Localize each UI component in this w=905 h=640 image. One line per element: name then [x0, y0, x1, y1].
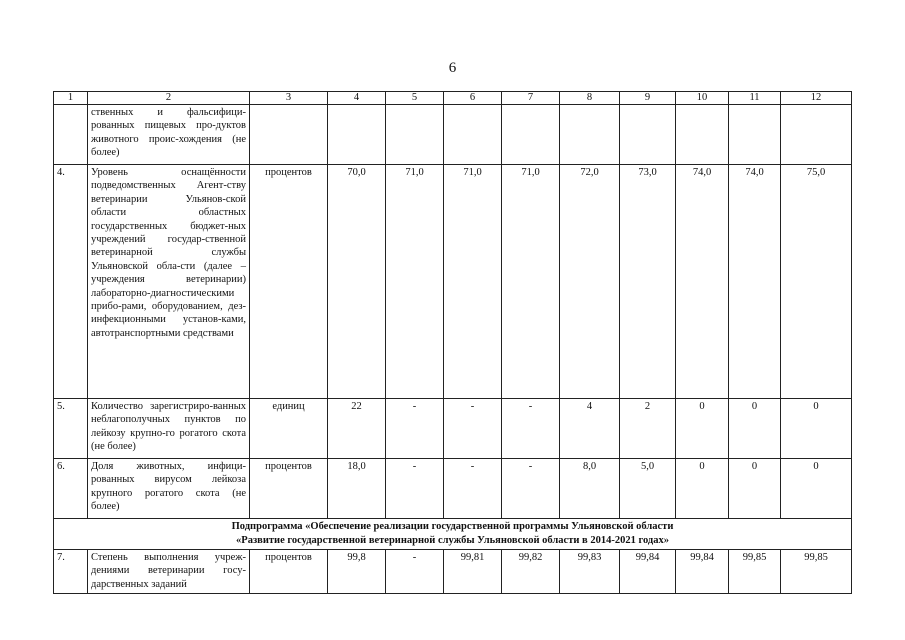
- value-cell: 0: [676, 459, 729, 519]
- value-cell: 74,0: [676, 165, 729, 399]
- value-cell: 99,81: [444, 550, 502, 594]
- value-cell: [676, 105, 729, 165]
- column-number-row: [54, 92, 852, 105]
- table-row: [54, 550, 852, 594]
- value-cell: 99,84: [620, 550, 676, 594]
- value-cell: 99,85: [781, 550, 852, 594]
- subprogram-title-line2: «Развитие государственной ветеринарной службы Ульяновской области в 2014-2021 годах»: [236, 535, 669, 546]
- header-cell: 8: [560, 92, 620, 105]
- indicator-name: Степень выполнения учреж-дениями ветеринарии госу-дарственных заданий: [88, 550, 250, 594]
- header-cell: 11: [729, 92, 781, 105]
- value-cell: [502, 105, 560, 165]
- value-cell: [781, 105, 852, 165]
- header-cell: 4: [328, 92, 386, 105]
- value-cell: [444, 105, 502, 165]
- value-cell: -: [444, 459, 502, 519]
- header-cell: 1: [54, 92, 88, 105]
- value-cell: -: [386, 550, 444, 594]
- value-cell: 73,0: [620, 165, 676, 399]
- value-cell: [620, 105, 676, 165]
- header-cell: 3: [250, 92, 328, 105]
- value-cell: 0: [729, 399, 781, 459]
- value-cell: 74,0: [729, 165, 781, 399]
- unit-cell: единиц: [250, 399, 328, 459]
- value-cell: [729, 105, 781, 165]
- unit-cell: [250, 105, 328, 165]
- unit-cell: процентов: [250, 550, 328, 594]
- value-cell: -: [386, 459, 444, 519]
- value-cell: 18,0: [328, 459, 386, 519]
- indicator-name: Уровень оснащённости подведомственных Агент-ству ветеринарии Ульянов-ской области областных государственных бюджет-ных учреждений государ-ственной ветеринарной службы Ульяновской обла-сти (далее – учреждения ветеринарии) лабораторно-диагностическими прибо-рами, оборудованием, дез-инфекционными установ-ками, автотранспортными средствами: [88, 165, 250, 399]
- header-cell: 2: [88, 92, 250, 105]
- table-row: [54, 165, 852, 399]
- value-cell: -: [386, 399, 444, 459]
- value-cell: 71,0: [502, 165, 560, 399]
- value-cell: 71,0: [386, 165, 444, 399]
- value-cell: 0: [781, 459, 852, 519]
- value-cell: 0: [676, 399, 729, 459]
- value-cell: 99,83: [560, 550, 620, 594]
- table-row: [54, 459, 852, 519]
- value-cell: 5,0: [620, 459, 676, 519]
- value-cell: -: [502, 459, 560, 519]
- table-row: [54, 399, 852, 459]
- value-cell: 22: [328, 399, 386, 459]
- row-number: [54, 105, 88, 165]
- row-number: 7.: [54, 550, 88, 594]
- value-cell: -: [502, 399, 560, 459]
- subprogram-row: [54, 519, 852, 550]
- row-number: 4.: [54, 165, 88, 399]
- header-cell: 6: [444, 92, 502, 105]
- value-cell: 0: [781, 399, 852, 459]
- indicators-table: [53, 91, 852, 594]
- value-cell: 99,85: [729, 550, 781, 594]
- value-cell: 99,82: [502, 550, 560, 594]
- subprogram-title: [54, 519, 852, 550]
- value-cell: 99,84: [676, 550, 729, 594]
- value-cell: [386, 105, 444, 165]
- value-cell: 70,0: [328, 165, 386, 399]
- value-cell: 2: [620, 399, 676, 459]
- unit-cell: процентов: [250, 165, 328, 399]
- header-cell: 10: [676, 92, 729, 105]
- page-number: 6: [448, 60, 457, 76]
- indicator-name: Доля животных, инфици-рованных вирусом лейкоза крупного рогатого скота (не более): [88, 459, 250, 519]
- value-cell: 99,8: [328, 550, 386, 594]
- value-cell: 71,0: [444, 165, 502, 399]
- header-cell: 9: [620, 92, 676, 105]
- table-row: [54, 105, 852, 165]
- value-cell: 75,0: [781, 165, 852, 399]
- value-cell: [328, 105, 386, 165]
- header-cell: 7: [502, 92, 560, 105]
- value-cell: 8,0: [560, 459, 620, 519]
- value-cell: [560, 105, 620, 165]
- header-cell: 5: [386, 92, 444, 105]
- header-cell: 12: [781, 92, 852, 105]
- value-cell: -: [444, 399, 502, 459]
- subprogram-title-line1: Подпрограмма «Обеспечение реализации государственной программы Ульяновской области: [231, 521, 674, 532]
- value-cell: 72,0: [560, 165, 620, 399]
- value-cell: 0: [729, 459, 781, 519]
- value-cell: 4: [560, 399, 620, 459]
- row-number: 5.: [54, 399, 88, 459]
- indicator-name: ственных и фальсифици-рованных пищевых про-дуктов животного проис-хождения (не более): [88, 105, 250, 165]
- indicator-name: Количество зарегистриро-ванных неблагополучных пунктов по лейкозу крупно-го рогатого скота (не более): [88, 399, 250, 459]
- unit-cell: процентов: [250, 459, 328, 519]
- row-number: 6.: [54, 459, 88, 519]
